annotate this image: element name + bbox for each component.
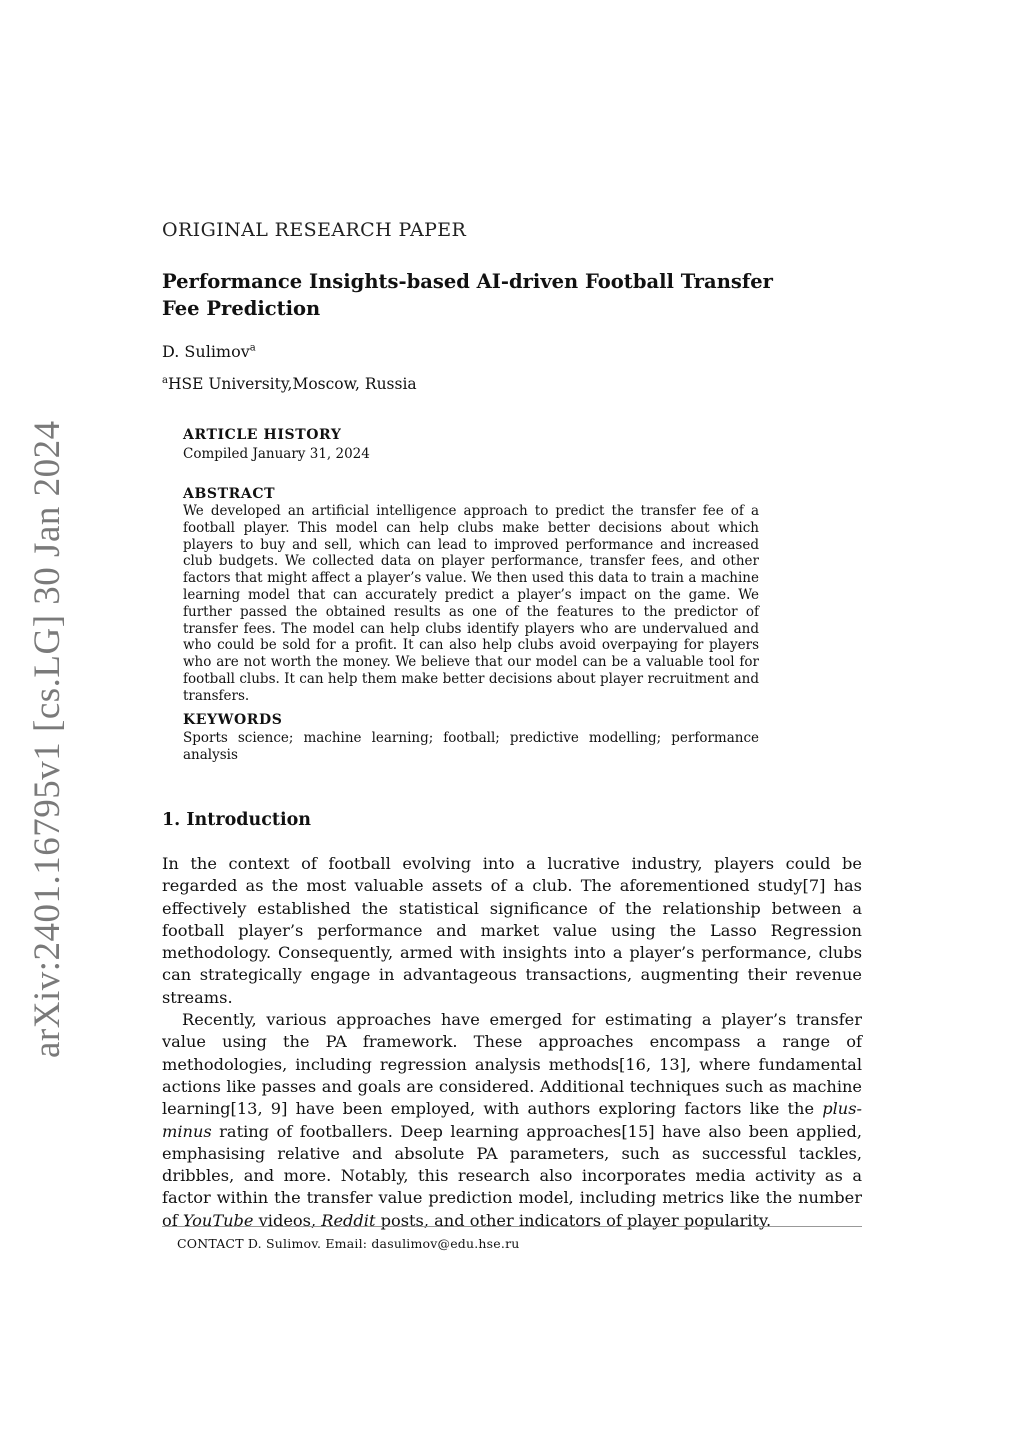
paragraph-2-part-b: rating of footballers. Deep learning approaches[15] have also been applied, emphasising relative and absolute PA parameters, such as successful tackles, dribbles, and more. Notably, this research also incorporates media activity as a factor within the transfer value prediction model, including metrics like the number of — [162, 1121, 862, 1230]
abstract-block — [183, 486, 759, 705]
article-history-heading: ARTICLE HISTORY — [183, 427, 342, 443]
paragraph-2-part-c: videos, — [253, 1210, 322, 1230]
plus-minus-term: plus-minus — [162, 1099, 862, 1141]
paper-title: Performance Insights-based AI-driven Football Transfer Fee Prediction — [162, 270, 773, 320]
author-line — [162, 342, 256, 361]
introduction-body — [162, 853, 862, 1232]
paragraph-2-part-a: Recently, various approaches have emerged for estimating a player’s transfer value using the PA framework. These approaches encompass a range of methodologies, including regression analysis methods[16, 13], where fundamental actions like passes and goals are considered. Additional techniques such as machine learning[13, 9] have been employed, with authors exploring factors like the — [162, 1010, 862, 1119]
keywords-block — [183, 712, 759, 764]
arxiv-identifier-stamp: arXiv:2401.16795v1 [cs.LG] 30 Jan 2024 — [27, 420, 68, 1058]
author-affiliation-mark: a — [249, 342, 256, 354]
introduction-paragraph-2 — [162, 1009, 862, 1232]
affiliation-mark: a — [162, 374, 168, 386]
introduction-paragraph-1: In the context of football evolving into a lucrative industry, players could be regarded as the most valuable assets of a club. The aforementioned study[7] has effectively established the statistical significance of the relationship between a football player’s performance and market value using the Lasso Regression methodology. Consequently, armed with insights into a player’s performance, clubs can strategically engage in advantageous transactions, augmenting their revenue streams. — [162, 854, 862, 1007]
author-name: D. Sulimov — [162, 342, 250, 361]
paper-type-label: ORIGINAL RESEARCH PAPER — [162, 219, 467, 241]
footnote-divider — [162, 1226, 862, 1227]
affiliation-line — [162, 375, 417, 393]
affiliation-text: HSE University,Moscow, Russia — [167, 375, 417, 393]
keywords-heading: KEYWORDS — [183, 712, 283, 728]
keywords-text: Sports science; machine learning; football; predictive modelling; performance analysis — [183, 730, 759, 763]
article-history-block — [183, 427, 759, 463]
reddit-term: Reddit — [321, 1210, 376, 1230]
introduction-heading: 1. Introduction — [162, 810, 311, 830]
paragraph-2-part-d: posts, and other indicators of player popularity. — [375, 1210, 772, 1230]
abstract-heading: ABSTRACT — [183, 486, 276, 502]
abstract-text: We developed an artificial intelligence approach to predict the transfer fee of a football player. This model can help clubs make better decisions about which players to buy and sell, which can lead to improved performance and increased club budgets. We collected data on player performance, transfer fees, and other factors that might affect a player’s value. We then used this data to train a machine learning model that can accurately predict a player’s impact on the game. We further passed the obtained results as one of the features to the predictor of transfer fees. The model can help clubs identify players who are undervalued and who could be sold for a profit. It can also help clubs avoid overpaying for players who are not worth the money. We believe that our model can be a valuable tool for football clubs. It can help them make better decisions about player recruitment and transfers. — [183, 503, 759, 704]
contact-footnote: CONTACT D. Sulimov. Email: dasulimov@edu.hse.ru — [177, 1236, 520, 1251]
article-history-text: Compiled January 31, 2024 — [183, 446, 370, 462]
youtube-term: YouTube — [182, 1210, 254, 1230]
